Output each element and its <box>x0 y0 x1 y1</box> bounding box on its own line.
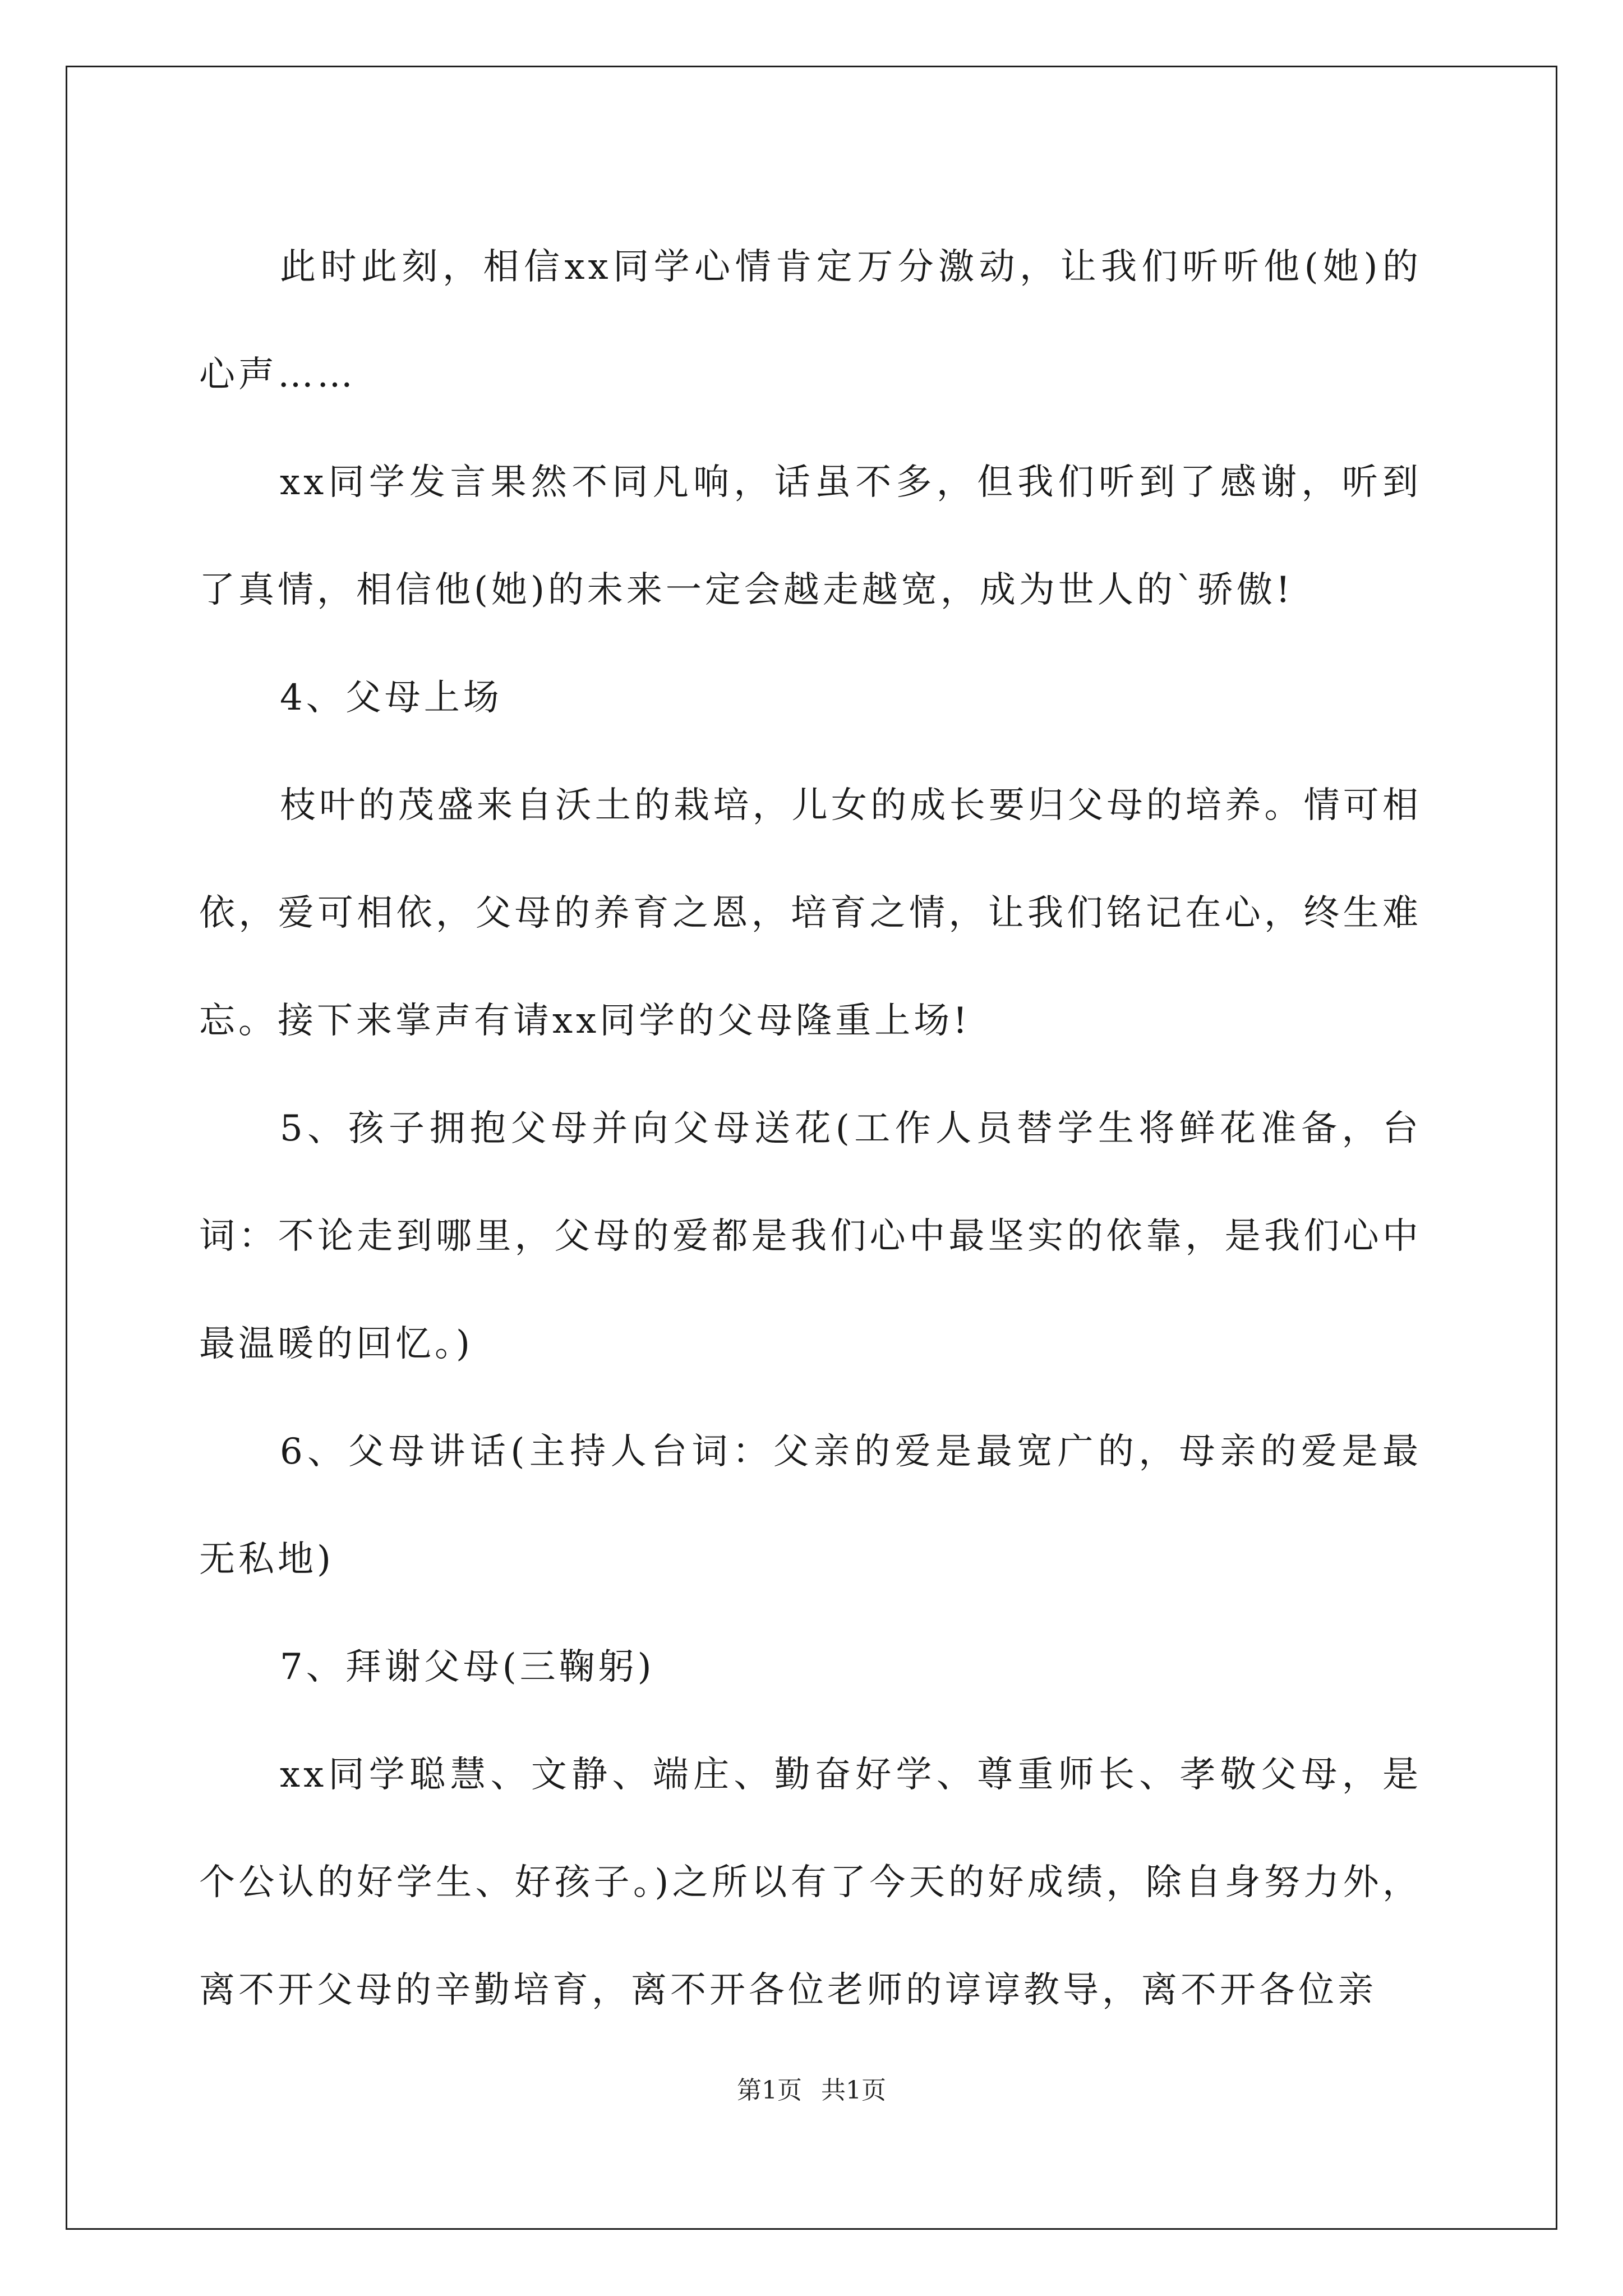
paragraph: xx同学聪慧、文静、端庄、勤奋好学、尊重师长、孝敬父母，是个公认的好学生、好孩子。)之所以有了今天的好成绩，除自身努力外，离不开父母的辛勤培育，离不开各位老师的谆谆教导，离不开各位亲 <box>199 1754 1422 2011</box>
page-footer <box>0 2070 1623 2106</box>
paragraph: 枝叶的茂盛来自沃土的栽培，儿女的成长要归父母的培养。情可相依，爱可相依，父母的养育之恩，培育之情，让我们铭记在心，终生难忘。接下来掌声有请xx同学的父母隆重上场! <box>199 785 1422 1042</box>
page-total: 共1页 <box>821 2076 886 2105</box>
paragraph: 6、父母讲话(主持人台词：父亲的爱是最宽广的，母亲的爱是最无私地) <box>199 1431 1422 1580</box>
document-body <box>199 213 1422 2044</box>
paragraph: xx同学发言果然不同凡响，话虽不多，但我们听到了感谢，听到了真情，相信他(她)的未来一定会越走越宽，成为世人的`骄傲! <box>199 462 1422 611</box>
paragraph: 此时此刻，相信xx同学心情肯定万分激动，让我们听听他(她)的心声…… <box>199 246 1422 395</box>
section-heading: 7、拜谢父母(三鞠躬) <box>280 1646 655 1688</box>
section-heading: 4、父母上场 <box>280 677 502 719</box>
page-number: 第1页 <box>737 2076 802 2105</box>
paragraph: 5、孩子拥抱父母并向父母送花(工作人员替学生将鲜花准备，台词：不论走到哪里，父母的爱都是我们心中最坚实的依靠，是我们心中最温暖的回忆。) <box>199 1108 1422 1365</box>
